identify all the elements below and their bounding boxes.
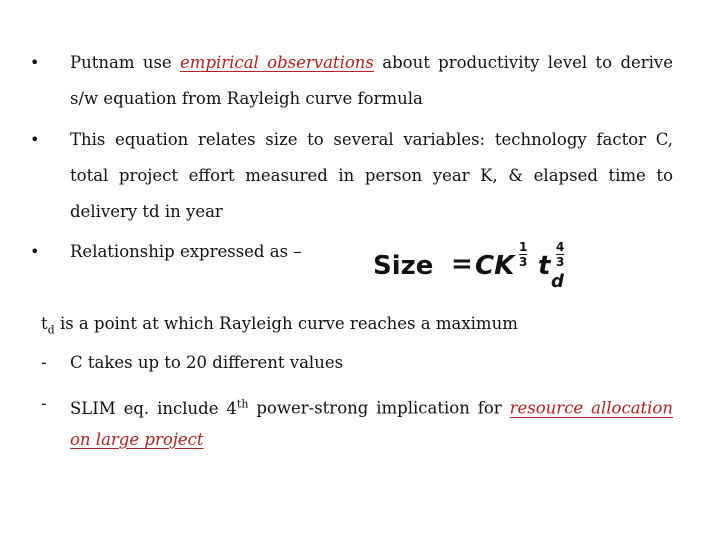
- bullet-1-line-2: s/w equation from Rayleigh curve formula: [70, 89, 423, 108]
- bullet-2-line-1: This equation relates size to several variables: technology factor C,: [70, 130, 673, 149]
- formula-c: C: [475, 251, 495, 281]
- td-line: [41, 306, 518, 348]
- dash-1-marker: -: [41, 353, 47, 372]
- bullet-1-line-1: [70, 45, 673, 81]
- dash-2-marker: -: [41, 394, 47, 413]
- bullet-2-marker: •: [30, 130, 40, 149]
- dash-1-text: C takes up to 20 different values: [70, 353, 344, 372]
- formula-t-exponent: [556, 241, 564, 268]
- td-text: is a point at which Rayleigh curve reaches a maximum: [59, 314, 518, 333]
- formula-size: Size: [373, 251, 434, 281]
- formula-k: K: [494, 251, 515, 281]
- resource-allocation-link[interactable]: resource allocation: [509, 398, 673, 418]
- td-t: t: [41, 314, 48, 333]
- dash-2-pre: [70, 399, 248, 418]
- dash-2-line-2: [70, 422, 204, 458]
- empirical-observations-link[interactable]: empirical observations: [180, 53, 374, 72]
- k-exp-den: 3: [519, 255, 528, 269]
- large-project-link[interactable]: on large project: [70, 430, 204, 449]
- dash-2-pre-text: SLIM eq. include 4: [70, 398, 237, 418]
- t-exp-num: 4: [556, 240, 565, 254]
- formula-k-exponent: [519, 241, 527, 268]
- td-sub: d: [47, 323, 55, 337]
- formula-t-sub: d: [551, 271, 564, 292]
- formula-t: t: [538, 251, 551, 281]
- size-formula: [373, 237, 583, 297]
- dash-2-sup: th: [236, 397, 249, 410]
- formula-ck: [475, 251, 514, 281]
- bullet-2-line-2: total project effort measured in person year K, & elapsed time to: [70, 166, 673, 185]
- k-exp-num: 1: [519, 240, 528, 254]
- bullet-3-marker: •: [30, 242, 40, 261]
- bullet-1-marker: •: [30, 53, 40, 72]
- bullet-3-text: Relationship expressed as –: [70, 242, 302, 261]
- dash-2-line-1: [70, 386, 673, 427]
- t-exp-den: 3: [556, 255, 565, 269]
- bullet-1-pre: Putnam use: [70, 53, 172, 72]
- bullet-2-line-3: delivery td in year: [70, 202, 223, 221]
- formula-equals: =: [451, 249, 473, 279]
- dash-2-mid: power-strong implication for: [256, 398, 502, 418]
- bullet-1-post: about productivity level to derive: [382, 53, 674, 72]
